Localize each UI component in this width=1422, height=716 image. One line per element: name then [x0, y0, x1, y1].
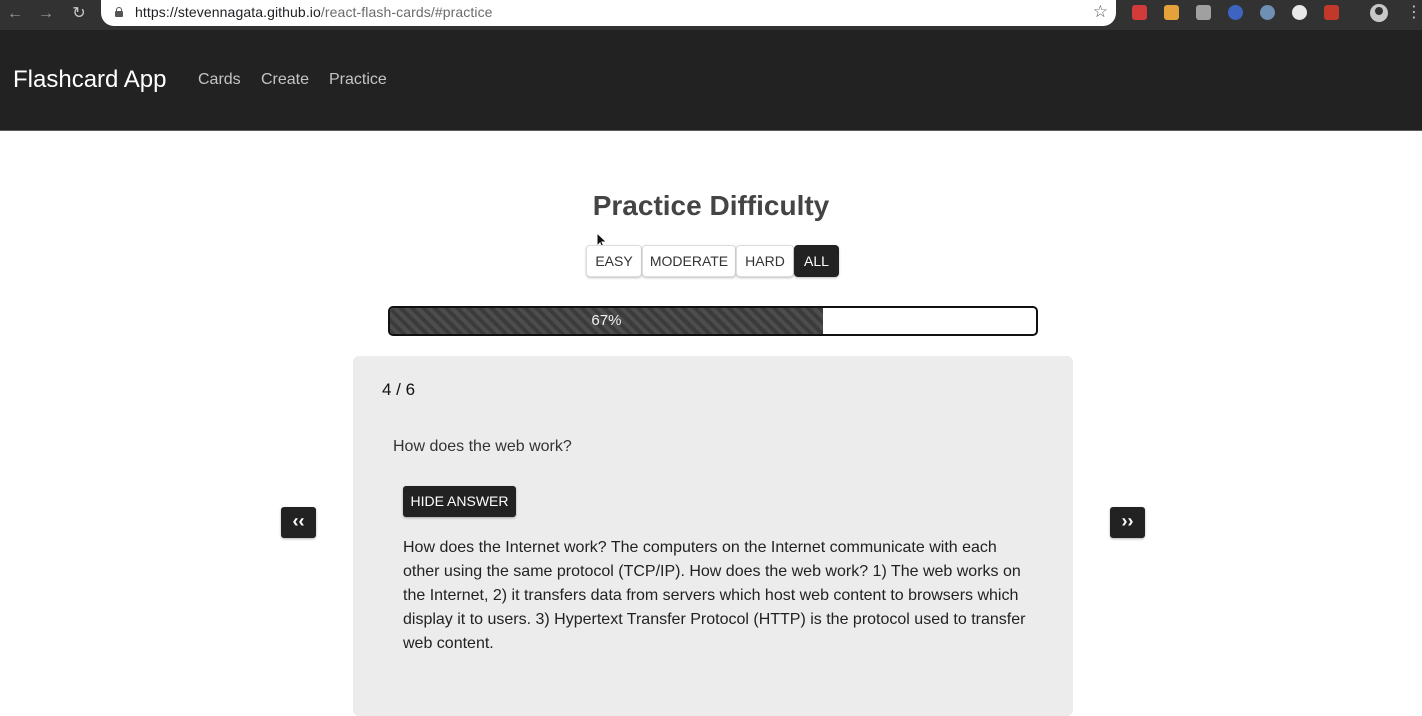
practice-progress-bar: [388, 306, 1038, 336]
page-title: Practice Difficulty: [592, 190, 830, 221]
difficulty-hard-button[interactable]: HARD: [736, 245, 794, 277]
url-path: /react-flash-cards/#practice: [320, 4, 493, 20]
back-icon[interactable]: ←: [7, 5, 23, 22]
brand-link[interactable]: Flashcard App: [13, 66, 167, 93]
extension-blue-circle-icon[interactable]: [1228, 5, 1243, 20]
url-host: https://stevennagata.github.io: [135, 4, 321, 20]
card-question: How does the web work?: [393, 438, 572, 455]
difficulty-moderate-button[interactable]: MODERATE: [642, 245, 736, 277]
address-bar[interactable]: [101, 0, 1116, 26]
extension-red-icon[interactable]: [1132, 5, 1147, 20]
url-text[interactable]: [135, 4, 493, 20]
hide-answer-button[interactable]: HIDE ANSWER: [403, 486, 516, 517]
nav-link-practice[interactable]: Practice: [329, 71, 387, 88]
extension-white-circle-icon[interactable]: [1292, 5, 1307, 20]
app-navbar: [0, 30, 1422, 131]
nav-link-create[interactable]: Create: [261, 71, 310, 88]
profile-avatar-icon[interactable]: [1370, 4, 1388, 22]
browser-menu-icon[interactable]: ⋮: [1406, 4, 1422, 21]
browser-toolbar: [0, 0, 1422, 30]
extension-k-icon[interactable]: [1196, 5, 1211, 20]
lock-icon[interactable]: [115, 7, 123, 17]
difficulty-all-button[interactable]: ALL: [794, 245, 839, 277]
reload-icon[interactable]: ↻: [72, 5, 86, 22]
bookmark-star-icon[interactable]: ☆: [1092, 2, 1108, 21]
forward-icon[interactable]: →: [38, 5, 54, 22]
extension-ebay-icon[interactable]: [1164, 5, 1179, 20]
card-answer: How does the Internet work? The computers on the Internet communicate with each other using the same protocol (TCP/IP). How does the web work? 1) The web works on the Internet, 2) it transfers data from servers which host web content to browsers which display it to users. 3) Hypertext Transfer Protocol (HTTP) is the protocol used to transfer web content.: [403, 539, 1026, 652]
card-counter: 4 / 6: [382, 380, 416, 399]
flashcard: [353, 356, 1073, 716]
previous-card-button[interactable]: ‹‹: [281, 507, 316, 538]
difficulty-easy-button[interactable]: EASY: [586, 245, 642, 277]
extension-eye-icon[interactable]: [1260, 5, 1275, 20]
nav-link-cards[interactable]: Cards: [198, 71, 241, 88]
next-card-button[interactable]: ››: [1110, 507, 1145, 538]
progress-label: 67%: [591, 312, 622, 329]
extension-red-gear-icon[interactable]: [1324, 5, 1339, 20]
